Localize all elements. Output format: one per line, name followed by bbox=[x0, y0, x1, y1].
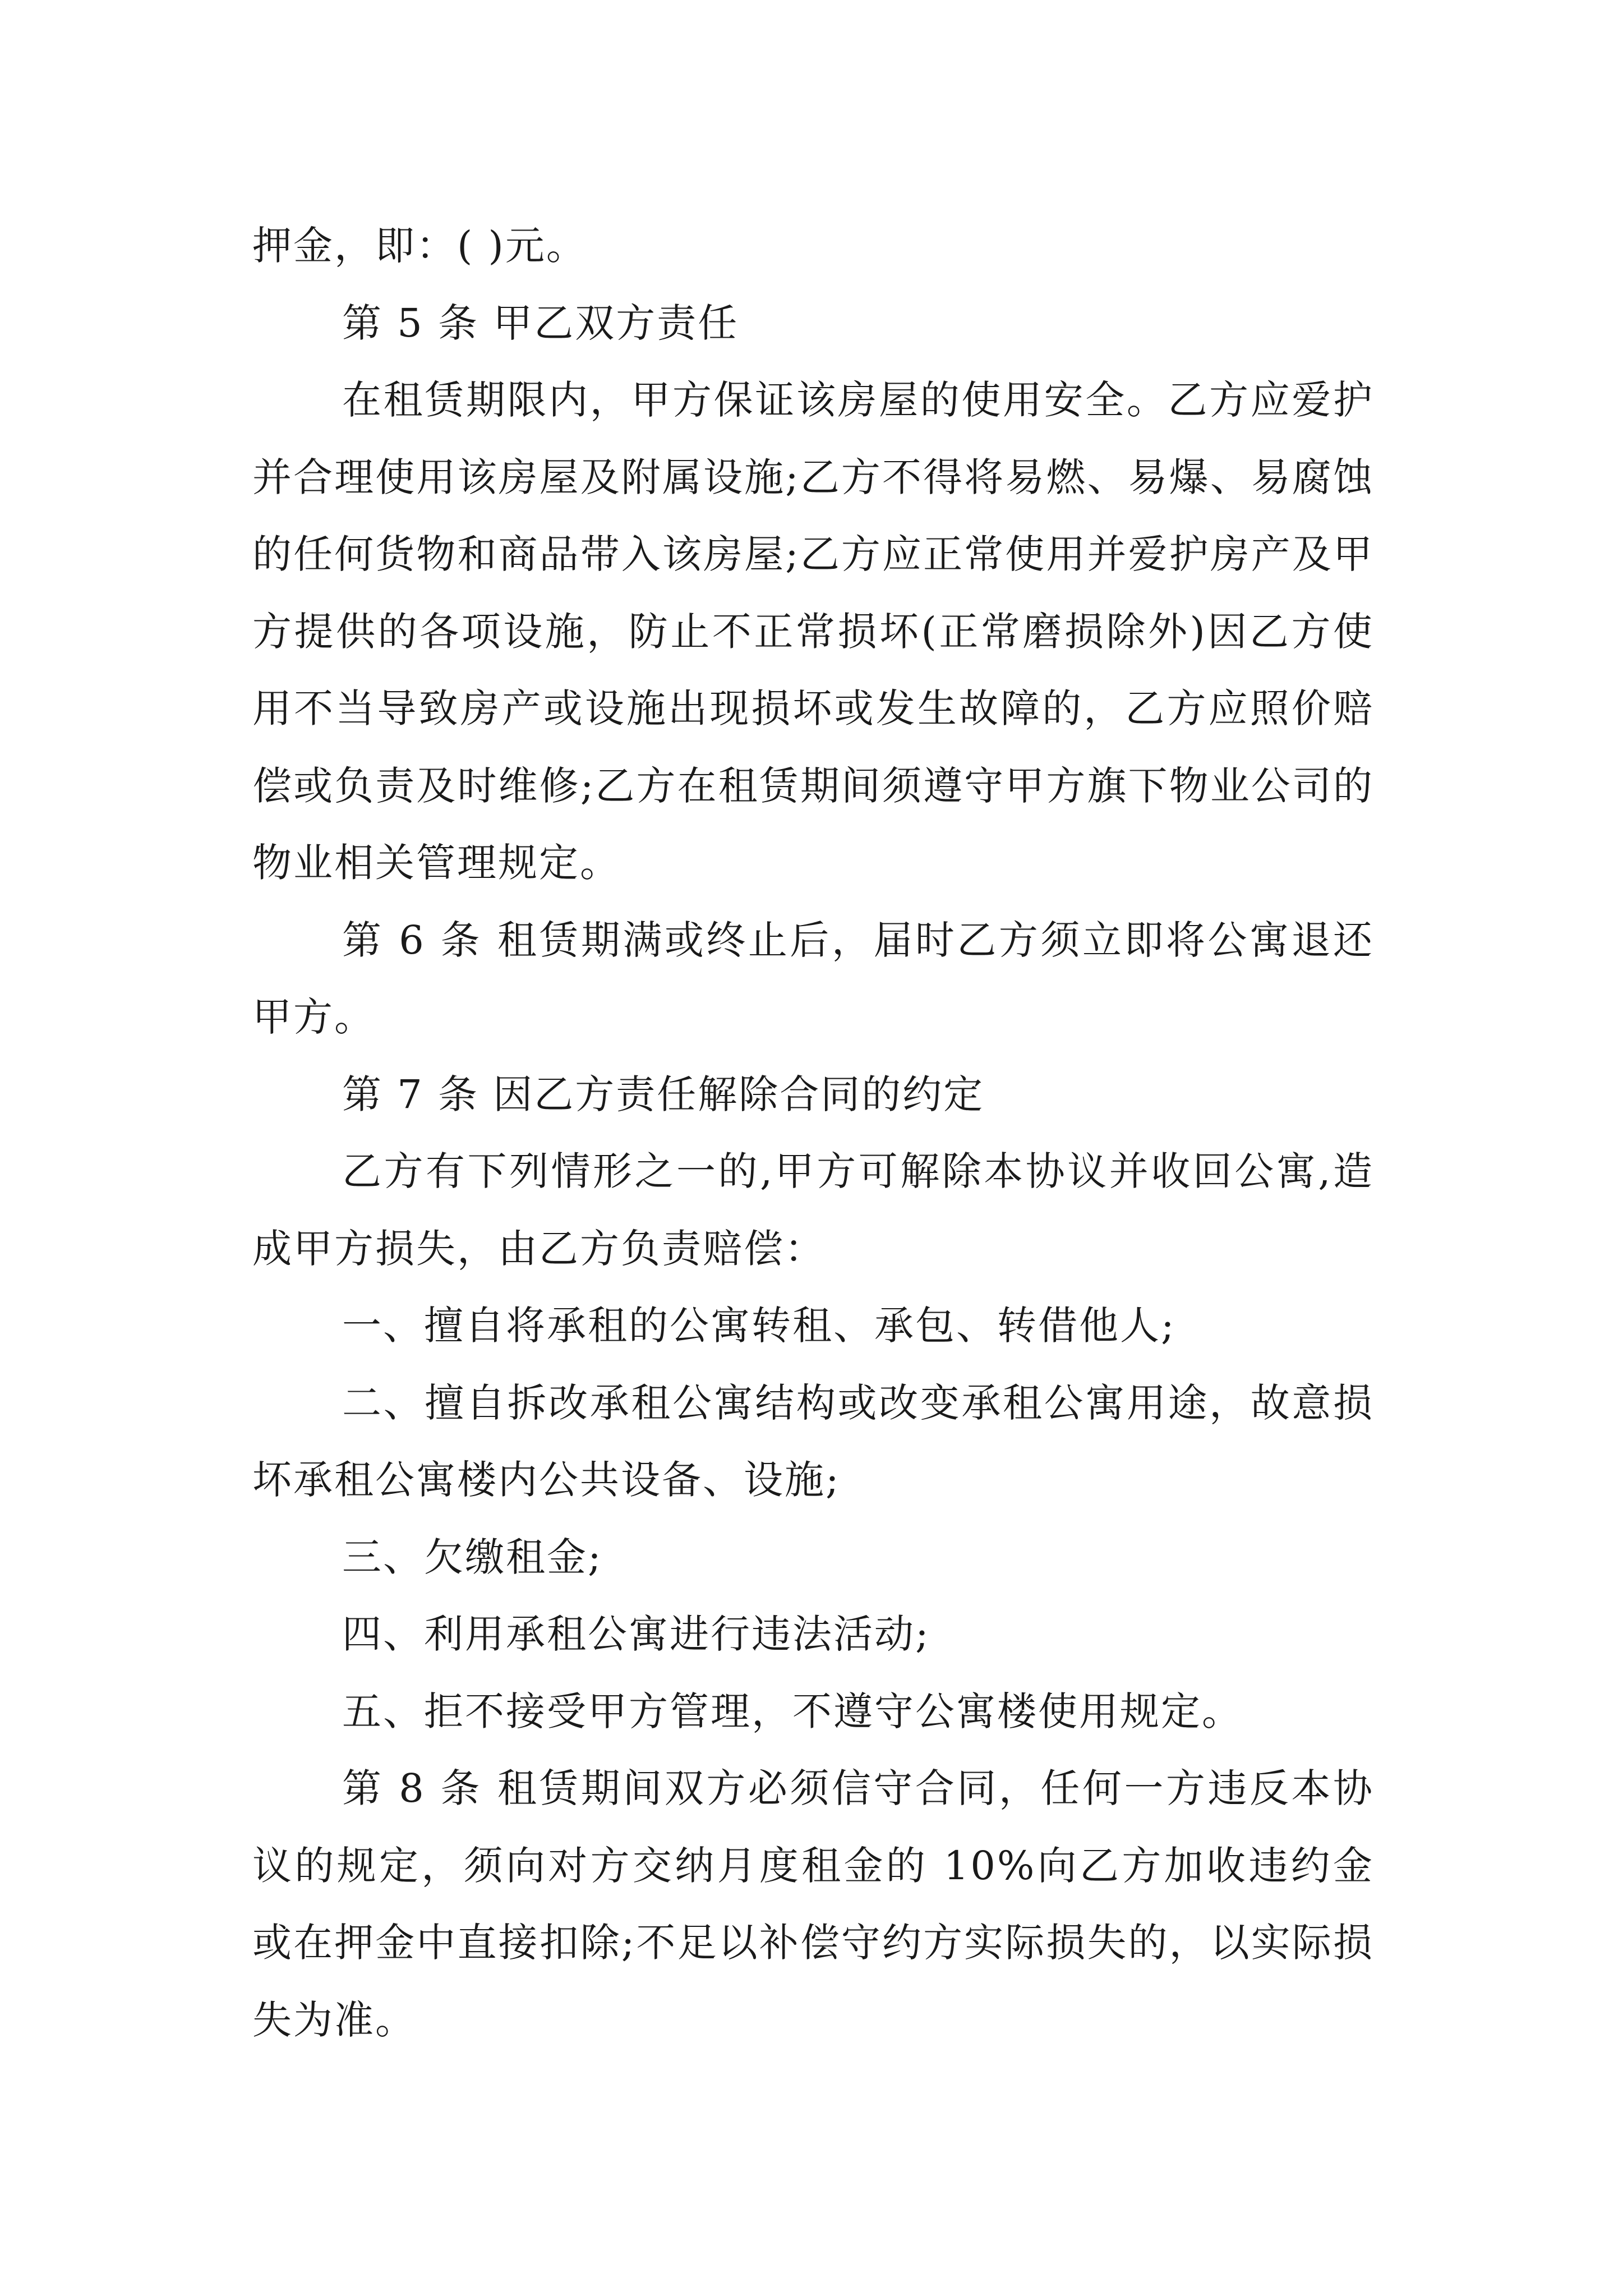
paragraph-deposit: 押金，即：( )元。 bbox=[252, 223, 587, 269]
document-page bbox=[252, 208, 1374, 2059]
article-7-item-1: 一、擅自将承租的公寓转租、承包、转借他人; bbox=[342, 1303, 1176, 1349]
article-5-heading: 第 5 条 甲乙双方责任 bbox=[342, 300, 739, 346]
article-7-intro: 乙方有下列情形之一的,甲方可解除本协议并收回公寓,造成甲方损失，由乙方负责赔偿： bbox=[252, 1148, 1374, 1272]
article-5-body: 在租赁期限内，甲方保证该房屋的使用安全。乙方应爱护并合理使用该房屋及附属设施;乙方不得将易燃、易爆、易腐蚀的任何货物和商品带入该房屋;乙方应正常使用并爱护房产及甲方提供的各项设施，防止不正常损坏(正常磨损除外)因乙方使用不当导致房产或设施出现损坏或发生故障的，乙方应照价赔偿或负责及时维修;乙方在租赁期间须遵守甲方旗下物业公司的物业相关管理规定。 bbox=[252, 377, 1374, 886]
article-7-heading: 第 7 条 因乙方责任解除合同的约定 bbox=[342, 1071, 985, 1117]
article-8: 第 8 条 租赁期间双方必须信守合同，任何一方违反本协议的规定，须向对方交纳月度租金的 10%向乙方加收违约金或在押金中直接扣除;不足以补偿守约方实际损失的，以实际损失为准。 bbox=[252, 1765, 1374, 2043]
article-7-item-2: 二、擅自拆改承租公寓结构或改变承租公寓用途，故意损坏承租公寓楼内公共设备、设施; bbox=[252, 1379, 1374, 1503]
article-6: 第 6 条 租赁期满或终止后，届时乙方须立即将公寓退还甲方。 bbox=[252, 917, 1374, 1040]
article-7-item-3: 三、欠缴租金; bbox=[342, 1534, 603, 1580]
article-7-item-5: 五、拒不接受甲方管理，不遵守公寓楼使用规定。 bbox=[342, 1688, 1243, 1734]
article-7-item-4: 四、利用承租公寓进行违法活动; bbox=[342, 1611, 930, 1657]
